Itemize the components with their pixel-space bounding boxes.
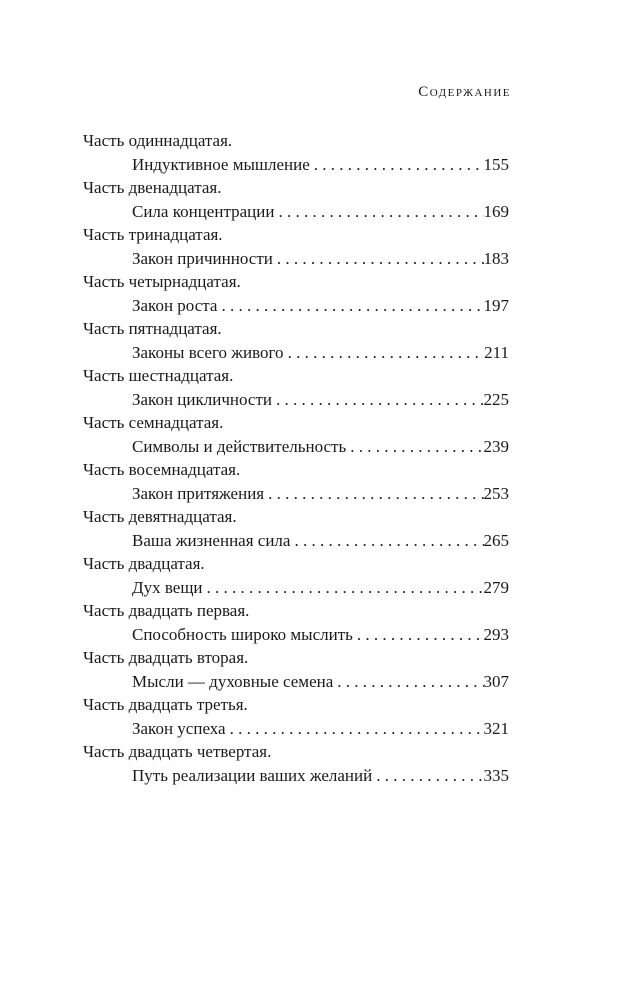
toc-chapter-title: Путь реализации ваших желаний [132, 765, 373, 785]
toc-entry [83, 176, 509, 223]
toc-chapter-title: Дух вещи [132, 577, 203, 597]
dot-leader [274, 200, 483, 224]
toc-page-number: 155 [483, 154, 509, 174]
toc-title-row[interactable] [83, 670, 509, 694]
toc-part-label: Часть семнадцатая. [83, 413, 224, 432]
toc-page-number: 197 [483, 295, 509, 315]
toc-entry [83, 552, 509, 599]
dot-leader [372, 764, 483, 788]
dot-leader [217, 294, 483, 318]
toc-entry [83, 411, 509, 458]
toc-entry [83, 458, 509, 505]
toc-chapter-title: Мысли — духовные семена [132, 671, 334, 691]
toc-page-number: 225 [483, 389, 509, 409]
dot-leader [284, 341, 485, 365]
toc-page-number: 239 [483, 436, 509, 456]
toc-title-row[interactable] [83, 717, 509, 741]
toc-part-label: Часть двенадцатая. [83, 178, 222, 197]
toc-page-number: 265 [483, 530, 509, 550]
toc-page-number: 279 [483, 577, 509, 597]
toc-entry [83, 505, 509, 552]
toc-title-row[interactable] [83, 435, 509, 459]
toc-title-row[interactable] [83, 529, 509, 553]
toc-title-row[interactable] [83, 200, 509, 224]
toc-title-row[interactable] [83, 576, 509, 600]
toc-title-row[interactable] [83, 623, 509, 647]
toc-title-row[interactable] [83, 482, 509, 506]
toc-chapter-title: Закон успеха [132, 718, 226, 738]
toc-page-number: 293 [483, 624, 509, 644]
dot-leader [290, 529, 483, 553]
dot-leader [353, 623, 484, 647]
toc-chapter-title: Способность широко мыслить [132, 624, 353, 644]
toc-entry [83, 740, 509, 787]
toc-chapter-title: Закон притяжения [132, 483, 265, 503]
running-head-title: Содержание [418, 84, 511, 100]
toc-entry [83, 599, 509, 646]
toc-page-number: 335 [483, 765, 509, 785]
toc-page-number: 211 [484, 342, 509, 362]
toc-entry [83, 223, 509, 270]
toc-chapter-title: Индуктивное мышление [132, 154, 310, 174]
toc-entry [83, 364, 509, 411]
toc-entry [83, 317, 509, 364]
toc-page-number: 253 [483, 483, 509, 503]
toc-chapter-title: Символы и действительность [132, 436, 347, 456]
toc-chapter-title: Сила концентрации [132, 201, 275, 221]
toc-page-number: 321 [483, 718, 509, 738]
toc-page-number: 183 [483, 248, 509, 268]
toc-chapter-title: Ваша жизненная сила [132, 530, 291, 550]
toc-page-number: 169 [483, 201, 509, 221]
toc-entry [83, 693, 509, 740]
toc-chapter-title: Закон роста [132, 295, 218, 315]
toc-part-label: Часть двадцать третья. [83, 695, 248, 714]
toc-chapter-title: Закон причинности [132, 248, 273, 268]
toc-part-label: Часть двадцатая. [83, 554, 205, 573]
dot-leader [203, 576, 484, 600]
dot-leader [333, 670, 483, 694]
dot-leader [310, 153, 484, 177]
toc-chapter-title: Законы всего живого [132, 342, 284, 362]
dot-leader [264, 482, 483, 506]
toc-entry [83, 129, 509, 176]
toc-part-label: Часть шестнадцатая. [83, 366, 234, 385]
toc-entry [83, 646, 509, 693]
toc-title-row[interactable] [83, 247, 509, 271]
toc-part-label: Часть двадцать первая. [83, 601, 250, 620]
toc-part-label: Часть четырнадцатая. [83, 272, 241, 291]
dot-leader [272, 388, 484, 412]
toc-part-label: Часть девятнадцатая. [83, 507, 237, 526]
toc-title-row[interactable] [83, 388, 509, 412]
toc-title-row[interactable] [83, 153, 509, 177]
toc-part-label: Часть одиннадцатая. [83, 131, 233, 150]
dot-leader [226, 717, 484, 741]
toc-part-label: Часть пятнадцатая. [83, 319, 222, 338]
toc-chapter-title: Закон цикличности [132, 389, 272, 409]
toc-title-row[interactable] [83, 341, 509, 365]
toc-part-label: Часть двадцать вторая. [83, 648, 249, 667]
toc-part-label: Часть восемнадцатая. [83, 460, 241, 479]
toc-title-row[interactable] [83, 764, 509, 788]
toc-part-label: Часть тринадцатая. [83, 225, 223, 244]
toc-entry [83, 270, 509, 317]
dot-leader [346, 435, 483, 459]
table-of-contents [83, 129, 509, 787]
toc-part-label: Часть двадцать четвертая. [83, 742, 272, 761]
toc-title-row[interactable] [83, 294, 509, 318]
dot-leader [273, 247, 484, 271]
toc-page-number: 307 [483, 671, 509, 691]
